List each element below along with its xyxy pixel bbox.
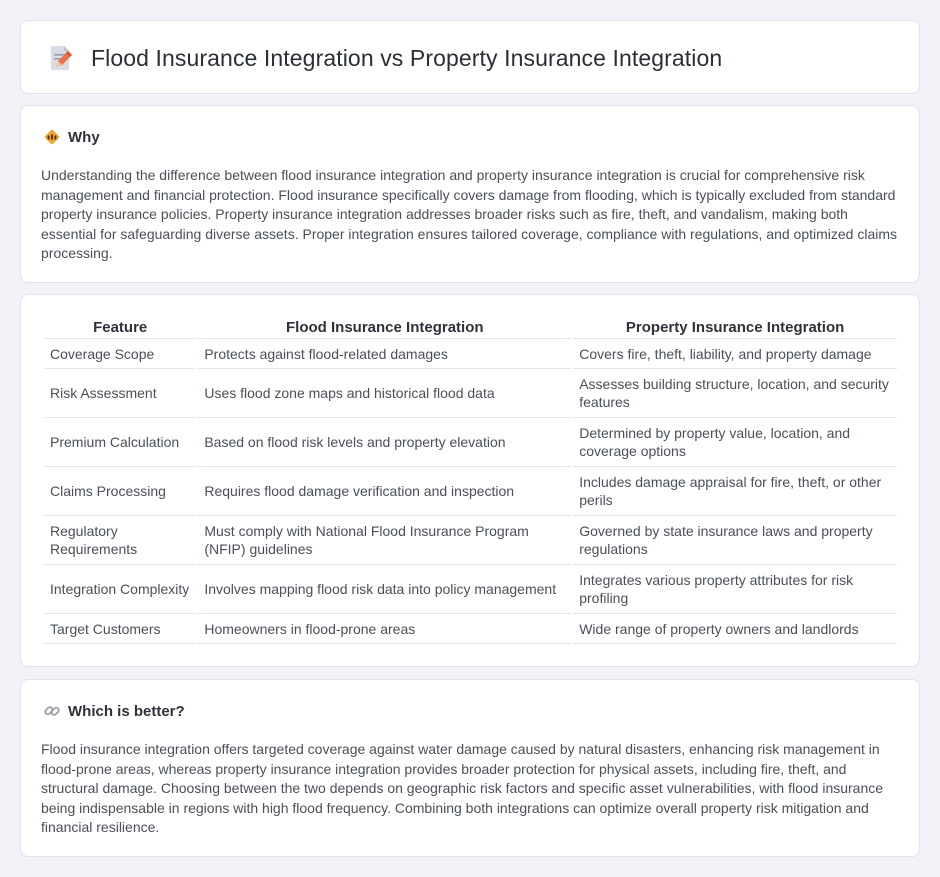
- header-feature: Feature: [44, 318, 196, 339]
- table-row: [44, 614, 897, 644]
- property-cell: Covers fire, theft, liability, and property damage: [573, 339, 897, 369]
- table-header-row: [44, 318, 897, 339]
- why-section: [20, 105, 920, 283]
- comparison-table: [42, 318, 899, 644]
- better-heading: Which is better?: [68, 702, 185, 720]
- feature-cell: Coverage Scope: [44, 339, 196, 369]
- feature-cell: Premium Calculation: [44, 418, 196, 467]
- flood-cell: Uses flood zone maps and historical flood data: [198, 369, 571, 418]
- comparison-section: [20, 294, 920, 667]
- feature-cell: Risk Assessment: [44, 369, 196, 418]
- page-title: Flood Insurance Integration vs Property Insurance Integration: [91, 44, 723, 71]
- property-cell: Integrates various property attributes for risk profiling: [573, 565, 897, 614]
- table-row: [44, 565, 897, 614]
- table-row: [44, 339, 897, 369]
- table-row: [44, 369, 897, 418]
- why-paragraph: Understanding the difference between flood insurance integration and property insurance integration is crucial for comprehensive risk management and financial protection. Flood insurance specifically covers damage from flooding, which is typically excluded from standard property insurance policies. Property insurance integration addresses broader risks such as fire, theft, and vandalism, making both essential for safeguarding diverse assets. Proper integration ensures tailored coverage, compliance with regulations, and optimized claims processing.: [41, 167, 898, 262]
- better-paragraph: Flood insurance integration offers targeted coverage against water damage caused by natural disasters, enhancing risk management in flood-prone areas, whereas property insurance integration provides broader protection for physical assets, including fire, theft, and structural damage. Choosing between the two depends on geographic risk factors and specific asset vulnerabilities, with flood insurance being indispensable in regions with high flood frequency. Combining both integrations can optimize overall property risk mitigation and financial resilience.: [41, 741, 884, 836]
- header-property: Property Insurance Integration: [573, 318, 897, 339]
- flood-cell: Requires flood damage verification and inspection: [198, 467, 571, 516]
- feature-cell: Claims Processing: [44, 467, 196, 516]
- property-cell: Includes damage appraisal for fire, theft, or other perils: [573, 467, 897, 516]
- better-section: [20, 679, 920, 857]
- flood-cell: Homeowners in flood-prone areas: [198, 614, 571, 644]
- property-cell: Determined by property value, location, and coverage options: [573, 418, 897, 467]
- why-heading-row: [43, 128, 100, 146]
- property-cell: Governed by state insurance laws and property regulations: [573, 516, 897, 565]
- feature-cell: Regulatory Requirements: [44, 516, 196, 565]
- table-row: [44, 467, 897, 516]
- flood-cell: Involves mapping flood risk data into policy management: [198, 565, 571, 614]
- property-cell: Assesses building structure, location, and security features: [573, 369, 897, 418]
- property-cell: Wide range of property owners and landlords: [573, 614, 897, 644]
- why-heading: Why: [68, 128, 100, 146]
- feature-cell: Target Customers: [44, 614, 196, 644]
- flood-cell: Based on flood risk levels and property elevation: [198, 418, 571, 467]
- link-icon: [43, 702, 61, 720]
- flood-cell: Must comply with National Flood Insurance Program (NFIP) guidelines: [198, 516, 571, 565]
- flood-cell: Protects against flood-related damages: [198, 339, 571, 369]
- feature-cell: Integration Complexity: [44, 565, 196, 614]
- header-card: [20, 20, 920, 94]
- document-pencil-icon: [45, 43, 75, 73]
- table-row: [44, 516, 897, 565]
- diamond-sign-icon: [43, 128, 61, 146]
- header-flood: Flood Insurance Integration: [198, 318, 571, 339]
- table-row: [44, 418, 897, 467]
- title-row: [45, 43, 722, 73]
- better-heading-row: [43, 702, 185, 720]
